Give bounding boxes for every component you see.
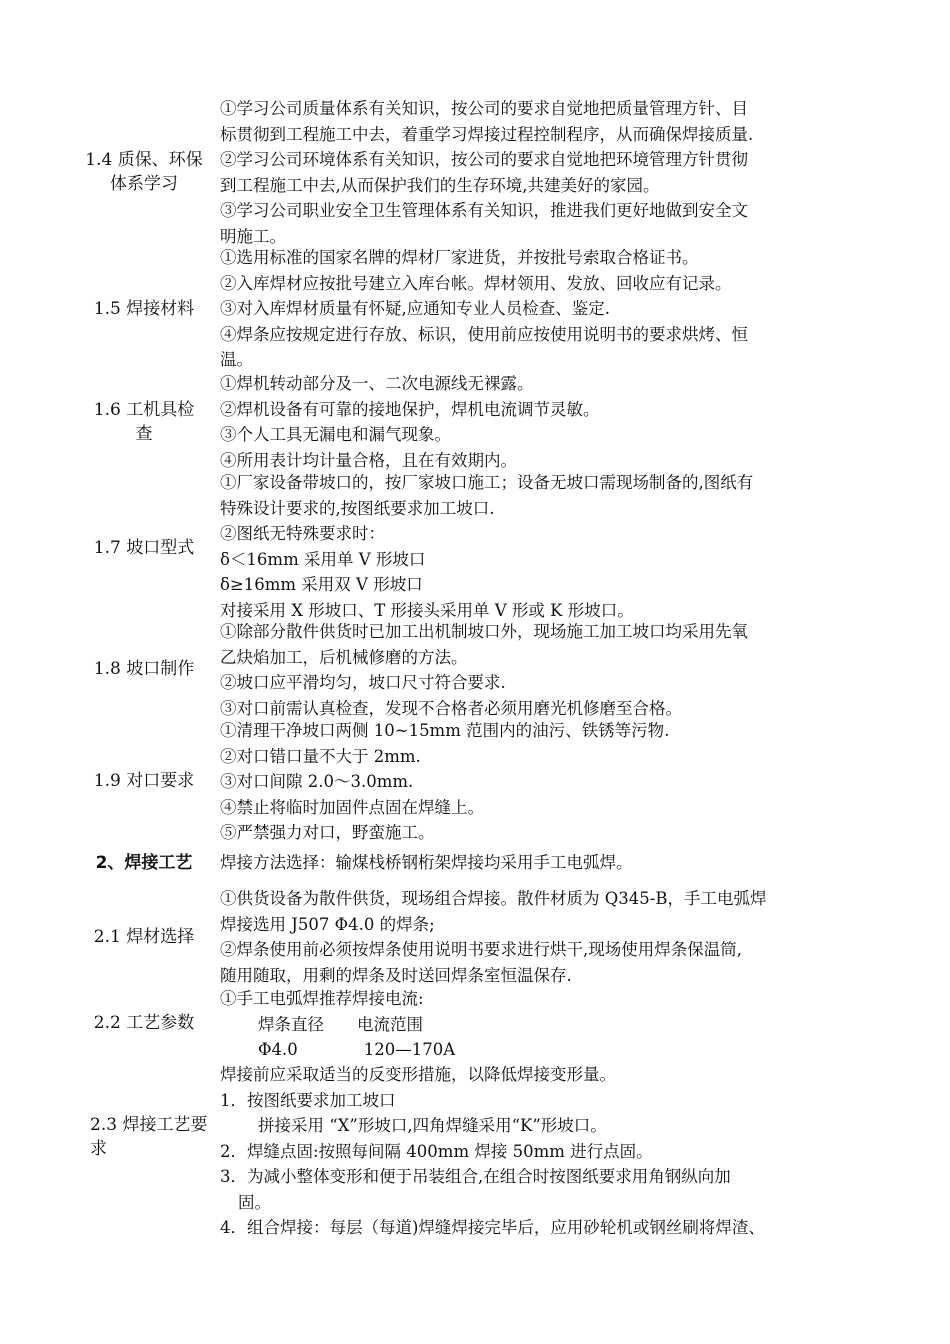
text-line: 焊接方法选择：输煤栈桥钢桁架焊接均采用手工电弧焊。: [220, 853, 633, 872]
text-line: ②焊条使用前必须按焊条使用说明书要求进行烘干,现场使用焊条保温筒,: [220, 940, 742, 959]
section-label: 1.5 焊接材料: [93, 299, 195, 319]
text-line: ①除部分散件供货时已加工出机制坡口外，现场施工加工坡口均采用先氧: [220, 622, 748, 641]
text-line: 1．按图纸要求加工坡口: [220, 1090, 396, 1110]
text-line: ④所用表计均计量合格，且在有效期内。: [220, 450, 517, 470]
section-label: 2.1 焊材选择: [93, 927, 195, 947]
text-line: 焊接前应采取适当的反变形措施，以降低焊接变形量。: [220, 1065, 616, 1084]
text-line: ④焊条应按规定进行存放、标识，使用前应按使用说明书的要求烘烤、恒: [220, 324, 748, 344]
text-line: δ≥16mm 采用双 V 形坡口: [220, 575, 423, 594]
section-body: [220, 470, 845, 623]
text-line: 标贯彻到工程施工中去，着重学习焊接过程控制程序，从而确保焊接质量.: [220, 124, 754, 144]
text-line: 4．组合焊接：每层（每道)焊缝焊接完毕后，应用砂轮机或钢丝刷将焊渣、: [220, 1218, 765, 1237]
text-line: 2．焊缝点固:按照每间隔 400mm 焊接 50mm 进行点固。: [220, 1141, 653, 1161]
text-line: ③学习公司职业安全卫生管理体系有关知识，推进我们更好地做到安全文: [220, 201, 748, 220]
section-label: 1.9 对口要求: [93, 771, 195, 791]
section-body: [220, 718, 845, 846]
section-label: 1.8 坡口制作: [93, 659, 195, 679]
text-line: ②图纸无特殊要求时：: [220, 524, 385, 543]
text-line: 拼接采用 “X”形坡口,四角焊缝采用“K”形坡口。: [258, 1116, 607, 1135]
text-line: 特殊设计要求的,按图纸要求加工坡口.: [220, 498, 495, 518]
section-body: [220, 886, 845, 988]
text-line: ①焊机转动部分及一、二次电源线无裸露。: [220, 374, 534, 393]
text-line: ③对口前需认真检查，发现不合格者必须用磨光机修磨至合格。: [220, 698, 682, 718]
text-line: ①手工电弧焊推荐焊接电流:: [220, 989, 424, 1008]
text-line: ⑤严禁强力对口，野蛮施工。: [220, 823, 435, 842]
text-line: ②对口错口量不大于 2mm.: [220, 746, 421, 766]
section-body: [220, 850, 845, 876]
section-body: [220, 245, 845, 373]
text-line: ①厂家设备带坡口的，按厂家坡口施工；设备无坡口需现场制备的,图纸有: [220, 473, 754, 492]
text-line: 随用随取，用剩的焊条及时送回焊条室恒温保存.: [220, 965, 572, 985]
text-line: ①学习公司质量体系有关知识，按公司的要求自觉地把质量管理方针、目: [220, 99, 748, 118]
section-label: 2.3 焊接工艺要求: [90, 1115, 208, 1159]
section-label: 1.6 工机具检查: [93, 400, 195, 444]
section-body: [220, 1062, 845, 1241]
text-line: 对接采用 X 形坡口、T 形接头采用单 V 形或 K 形坡口。: [220, 600, 634, 620]
text-line: 温。: [220, 350, 253, 369]
text-line: ①供货设备为散件供货，现场组合焊接。散件材质为 Q345-B，手工电弧焊: [220, 889, 767, 908]
text-line: ①选用标准的国家名牌的焊材厂家进货，并按批号索取合格证书。: [220, 248, 699, 267]
text-line: 到工程施工中去,从而保护我们的生存环境,共建美好的家园。: [220, 175, 660, 195]
text-line: 3．为减小整体变形和便于吊装组合,在组合时按图纸要求用角钢纵向加: [220, 1167, 731, 1186]
section-label: 2.2 工艺参数: [93, 1013, 195, 1033]
text-line: 明施工。: [220, 226, 286, 246]
section-heading: 2、焊接工艺: [95, 853, 193, 873]
text-line: ②学习公司环境体系有关知识，按公司的要求自觉地把环境管理方针贯彻: [220, 150, 748, 169]
text-line: δ＜16mm 采用单 V 形坡口: [220, 549, 426, 569]
text-line: ②坡口应平滑均匀，坡口尺寸符合要求.: [220, 673, 506, 692]
section-label: 1.4 质保、环保体系学习: [85, 150, 203, 194]
text-line: ③个人工具无漏电和漏气现象。: [220, 425, 451, 444]
section-body: [220, 96, 845, 249]
section-body: [220, 986, 845, 1063]
section-body: [220, 371, 845, 473]
text-line: ②入库焊材应按批号建立入库台帐。焊材领用、发放、回收应有记录。: [220, 273, 732, 293]
text-line: ③对入库焊材质量有怀疑,应通知专业人员检查、鉴定.: [220, 299, 610, 318]
text-line: ①清理干净坡口两侧 10~15mm 范围内的油污、铁锈等污物.: [220, 721, 670, 740]
text-line: 乙炔焰加工，后机械修磨的方法。: [220, 647, 468, 667]
text-line: 固。: [238, 1192, 271, 1212]
table-header-line: 焊条直径 电流范围: [258, 1014, 423, 1034]
table-value-line: Φ4.0 120—170A: [258, 1040, 456, 1059]
section-label: 1.7 坡口型式: [93, 538, 195, 558]
text-line: 焊接选用 J507 Φ4.0 的焊条;: [220, 914, 435, 934]
section-body: [220, 619, 845, 721]
text-line: ②焊机设备有可靠的接地保护，焊机电流调节灵敏。: [220, 399, 600, 419]
text-line: ④禁止将临时加固件点固在焊缝上。: [220, 797, 484, 817]
text-line: ③对口间隙 2.0～3.0mm.: [220, 772, 414, 791]
